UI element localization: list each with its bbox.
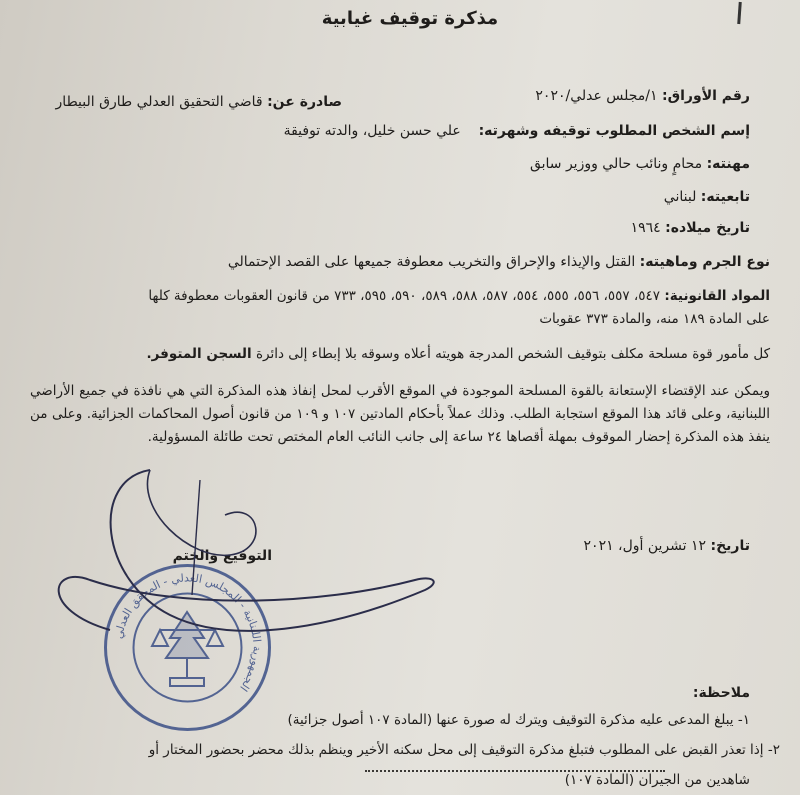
issued-by-label: صادرة عن: <box>267 94 342 110</box>
person-label: إسم الشخص المطلوب توقيفه وشهرته: <box>478 123 750 139</box>
date-value: ١٢ تشرين أول، ٢٠٢١ <box>583 538 707 554</box>
birth-label: تاريخ ميلاده: <box>665 220 750 236</box>
dotted-line <box>365 770 665 772</box>
order-row <box>147 346 770 362</box>
crime-value: القتل والإيذاء والإحراق والتخريب معطوفة جميعها على القصد الإحتمالي <box>227 254 636 270</box>
handwritten-signature <box>30 440 450 670</box>
reference-value: ١/مجلس عدلي/٢٠٢٠ <box>535 88 658 104</box>
date-label: تاريخ: <box>710 538 750 554</box>
order-destination: السجن المتوفر. <box>146 346 252 362</box>
occupation-row <box>530 156 750 172</box>
issued-by-row <box>56 94 342 110</box>
note-1: ١- يبلغ المدعى عليه مذكرة التوقيف ويترك له صورة عنها (المادة ١٠٧ أصول جزائية) <box>287 712 750 728</box>
stamp-ring-text: الجمهورية اللبنانية - المجلس العدلي - المحقق العدلي <box>112 571 264 694</box>
occupation-label: مهنته: <box>706 156 750 172</box>
date-row <box>584 538 750 554</box>
articles-row <box>148 288 770 304</box>
note-3: شاهدين من الجيران (المادة ١٠٧) <box>564 772 750 788</box>
document-title: مذكرة توقيف غيابية <box>321 8 499 29</box>
instructions-paragraph: ويمكن عند الإقتضاء الإستعانة بالقوة المسلحة الموجودة في الموقع الأقرب لمحل إنفاذ هذه المذكرة التي هي نافذة في جميع الأراضي اللبنانية، وعلى قائد هذا الموقع استجابة الطلب. وذلك عملاً بأحكام المادتين ١٠٧ و ١٠٩ من قانون أصول المحاكمات الجزائية. وعلى من ينفذ هذه المذكرة إحضار الموقوف بمهلة أقصاها ٢٤ ساعة إلى جانب النائب العام المختص تحت طائلة المسؤولية. <box>30 383 771 445</box>
occupation-value: محامٍ ونائب حالي ووزير سابق <box>529 156 703 172</box>
person-row <box>284 123 750 139</box>
order-text: كل مأمور قوة مسلحة مكلف بتوقيف الشخص المدرجة هويته أعلاه وسوقه بلا إبطاء إلى دائرة <box>255 346 770 362</box>
crime-row <box>228 254 770 270</box>
birth-value: ١٩٦٤ <box>630 220 661 236</box>
articles-label: المواد القانونية: <box>664 288 770 304</box>
crime-label: نوع الجرم وماهيته: <box>639 254 770 270</box>
issued-by-value: قاضي التحقيق العدلي طارق البيطار <box>55 94 263 110</box>
nationality-row <box>664 189 750 205</box>
signature-label: التوقيع والختم <box>172 548 272 564</box>
pen-mark <box>737 2 742 24</box>
nationality-label: تابعيته: <box>700 189 750 205</box>
note-2: ٢- إذا تعذر القبض على المطلوب فتبلغ مذكرة التوقيف إلى محل سكنه الأخير وينظم بذلك محضر بحضور المختار أو <box>148 742 780 758</box>
person-value: علي حسن خليل، والدته توفيقة <box>283 123 461 139</box>
articles-value-line1: ٥٤٧، ٥٥٧، ٥٥٦، ٥٥٥، ٥٥٤، ٥٨٧، ٥٨٨، ٥٨٩، ٥٩٠، ٥٩٥، ٧٣٣ من قانون العقوبات معطوفة كلها <box>148 288 661 304</box>
birth-row <box>631 220 750 236</box>
reference-row <box>535 88 750 104</box>
reference-label: رقم الأوراق: <box>662 88 750 104</box>
nationality-value: لبناني <box>663 189 697 205</box>
articles-value-line2: على المادة ١٨٩ منه، والمادة ٣٧٣ عقوبات <box>539 311 770 327</box>
notes-label: ملاحظة: <box>692 685 750 701</box>
